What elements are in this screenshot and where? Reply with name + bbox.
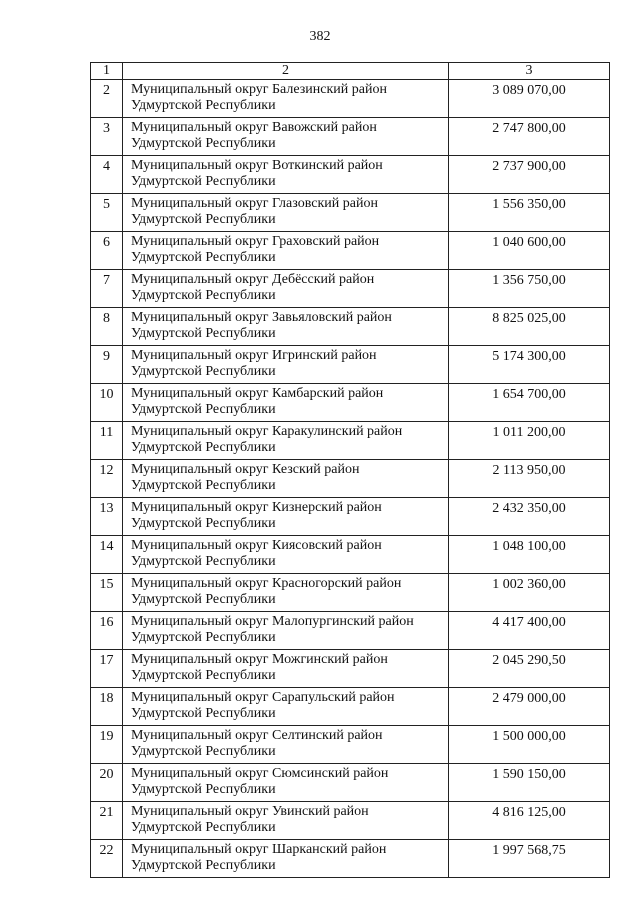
municipality-name-cell — [123, 346, 449, 384]
municipality-name-line1: Муниципальный округ Камбарский район — [131, 386, 384, 401]
municipality-name-line1: Муниципальный округ Малопургинский район — [131, 614, 414, 629]
table-row — [91, 498, 610, 536]
row-number-cell: 2 — [91, 80, 123, 118]
amount-cell: 2 432 350,00 — [449, 498, 610, 536]
row-number-cell: 13 — [91, 498, 123, 536]
municipality-name-line1: Муниципальный округ Вавожский район — [131, 120, 377, 135]
municipality-name-line1: Муниципальный округ Игринский район — [131, 348, 377, 363]
municipality-name-line1: Муниципальный округ Шарканский район — [131, 842, 387, 857]
row-number-cell: 10 — [91, 384, 123, 422]
municipality-name-line1: Муниципальный округ Глазовский район — [131, 196, 378, 211]
amount-cell: 2 747 800,00 — [449, 118, 610, 156]
municipality-name-cell — [123, 802, 449, 840]
municipality-name-cell — [123, 232, 449, 270]
municipality-name-cell — [123, 612, 449, 650]
municipality-name-cell — [123, 840, 449, 878]
municipality-name-line2: Удмуртской Республики — [131, 136, 276, 151]
table-row — [91, 764, 610, 802]
amount-cell: 1 500 000,00 — [449, 726, 610, 764]
municipality-name-line2: Удмуртской Республики — [131, 668, 276, 683]
row-number-cell: 20 — [91, 764, 123, 802]
municipality-name-line2: Удмуртской Республики — [131, 174, 276, 189]
municipality-name-cell — [123, 536, 449, 574]
row-number-cell: 3 — [91, 118, 123, 156]
table-row — [91, 384, 610, 422]
row-number-cell: 6 — [91, 232, 123, 270]
table-row — [91, 612, 610, 650]
table-row — [91, 536, 610, 574]
municipality-name-line2: Удмуртской Республики — [131, 630, 276, 645]
municipality-name-line2: Удмуртской Республики — [131, 212, 276, 227]
amount-cell: 1 011 200,00 — [449, 422, 610, 460]
table-row — [91, 80, 610, 118]
municipality-name-line2: Удмуртской Республики — [131, 820, 276, 835]
municipality-name-cell — [123, 498, 449, 536]
municipality-name-line1: Муниципальный округ Селтинский район — [131, 728, 383, 743]
amount-cell: 8 825 025,00 — [449, 308, 610, 346]
municipality-name-line2: Удмуртской Республики — [131, 288, 276, 303]
table-row — [91, 650, 610, 688]
municipality-name-line2: Удмуртской Республики — [131, 250, 276, 265]
municipality-name-line1: Муниципальный округ Граховский район — [131, 234, 380, 249]
municipality-name-line2: Удмуртской Республики — [131, 440, 276, 455]
row-number-cell: 21 — [91, 802, 123, 840]
row-number-cell: 12 — [91, 460, 123, 498]
municipality-name-line2: Удмуртской Республики — [131, 592, 276, 607]
municipality-name-line1: Муниципальный округ Сарапульский район — [131, 690, 395, 705]
row-number-cell: 4 — [91, 156, 123, 194]
municipality-name-line1: Муниципальный округ Каракулинский район — [131, 424, 403, 439]
municipality-name-cell — [123, 118, 449, 156]
row-number-cell: 7 — [91, 270, 123, 308]
row-number-cell: 22 — [91, 840, 123, 878]
amount-cell: 4 417 400,00 — [449, 612, 610, 650]
amount-cell: 5 174 300,00 — [449, 346, 610, 384]
table-row — [91, 840, 610, 878]
table-row — [91, 156, 610, 194]
municipality-name-line2: Удмуртской Республики — [131, 554, 276, 569]
amount-cell: 1 048 100,00 — [449, 536, 610, 574]
table-row — [91, 726, 610, 764]
table-row — [91, 270, 610, 308]
municipality-name-cell — [123, 156, 449, 194]
municipality-name-line1: Муниципальный округ Киясовский район — [131, 538, 382, 553]
municipality-name-cell — [123, 688, 449, 726]
municipality-name-line1: Муниципальный округ Дебёсский район — [131, 272, 375, 287]
amount-cell: 1 356 750,00 — [449, 270, 610, 308]
amount-cell: 1 590 150,00 — [449, 764, 610, 802]
table-row — [91, 460, 610, 498]
amount-cell: 2 737 900,00 — [449, 156, 610, 194]
amount-cell: 2 113 950,00 — [449, 460, 610, 498]
row-number-cell: 19 — [91, 726, 123, 764]
table-row — [91, 118, 610, 156]
amount-cell: 3 089 070,00 — [449, 80, 610, 118]
page-number: 382 — [309, 29, 331, 44]
row-number-cell: 14 — [91, 536, 123, 574]
municipality-name-cell — [123, 764, 449, 802]
table-row — [91, 194, 610, 232]
municipality-name-line2: Удмуртской Республики — [131, 402, 276, 417]
municipality-name-line2: Удмуртской Республики — [131, 858, 276, 873]
municipality-name-line1: Муниципальный округ Воткинский район — [131, 158, 383, 173]
municipality-name-line2: Удмуртской Республики — [131, 326, 276, 341]
municipality-name-cell — [123, 574, 449, 612]
table-row — [91, 308, 610, 346]
municipality-name-line1: Муниципальный округ Сюмсинский район — [131, 766, 389, 781]
row-number-cell: 11 — [91, 422, 123, 460]
municipality-name-cell — [123, 194, 449, 232]
municipality-name-line1: Муниципальный округ Кезский район — [131, 462, 360, 477]
municipality-name-line2: Удмуртской Республики — [131, 782, 276, 797]
row-number-cell: 8 — [91, 308, 123, 346]
header-cell-amount: 3 — [449, 63, 610, 80]
table-row — [91, 422, 610, 460]
municipality-name-line1: Муниципальный округ Завьяловский район — [131, 310, 392, 325]
amount-cell: 4 816 125,00 — [449, 802, 610, 840]
table-row — [91, 346, 610, 384]
table-row — [91, 802, 610, 840]
municipality-name-cell — [123, 650, 449, 688]
municipality-name-line2: Удмуртской Республики — [131, 364, 276, 379]
header-cell-num: 1 — [91, 63, 123, 80]
municipality-name-line2: Удмуртской Республики — [131, 706, 276, 721]
municipality-name-line1: Муниципальный округ Балезинский район — [131, 82, 387, 97]
amount-cell: 1 002 360,00 — [449, 574, 610, 612]
row-number-cell: 18 — [91, 688, 123, 726]
municipality-name-line1: Муниципальный округ Можгинский район — [131, 652, 388, 667]
municipality-name-line2: Удмуртской Республики — [131, 478, 276, 493]
header-cell-name: 2 — [123, 63, 449, 80]
municipality-name-cell — [123, 270, 449, 308]
row-number-cell: 17 — [91, 650, 123, 688]
municipality-name-cell — [123, 726, 449, 764]
municipality-name-cell — [123, 384, 449, 422]
table-row — [91, 574, 610, 612]
amount-cell: 1 654 700,00 — [449, 384, 610, 422]
amount-cell: 2 045 290,50 — [449, 650, 610, 688]
table-row — [91, 232, 610, 270]
table-row — [91, 688, 610, 726]
municipality-name-line2: Удмуртской Республики — [131, 744, 276, 759]
municipality-name-line2: Удмуртской Республики — [131, 98, 276, 113]
row-number-cell: 5 — [91, 194, 123, 232]
municipality-name-cell — [123, 422, 449, 460]
municipality-name-line1: Муниципальный округ Увинский район — [131, 804, 369, 819]
row-number-cell: 16 — [91, 612, 123, 650]
amount-cell: 2 479 000,00 — [449, 688, 610, 726]
table-header-row — [91, 63, 610, 80]
table-body — [91, 63, 610, 878]
municipality-name-cell — [123, 80, 449, 118]
amount-cell: 1 556 350,00 — [449, 194, 610, 232]
amount-cell: 1 040 600,00 — [449, 232, 610, 270]
municipality-name-line2: Удмуртской Республики — [131, 516, 276, 531]
municipality-name-line1: Муниципальный округ Кизнерский район — [131, 500, 382, 515]
amount-cell: 1 997 568,75 — [449, 840, 610, 878]
row-number-cell: 9 — [91, 346, 123, 384]
row-number-cell: 15 — [91, 574, 123, 612]
municipality-name-cell — [123, 460, 449, 498]
budget-table — [90, 62, 610, 878]
municipality-name-cell — [123, 308, 449, 346]
municipality-name-line1: Муниципальный округ Красногорский район — [131, 576, 402, 591]
